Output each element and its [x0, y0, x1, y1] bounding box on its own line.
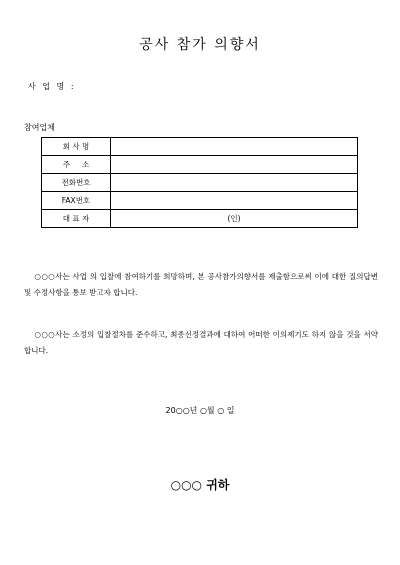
recipient: ○○○ 귀하 — [170, 478, 230, 492]
company-info-table — [41, 137, 358, 228]
table-row — [42, 174, 358, 192]
address-label: 주 소 — [42, 156, 111, 174]
intent-paragraph-text: ○○○사는 사업 의 입찰에 참여하기를 희망하며, 본 공사참가의향서를 제출함으로써 이에 대한 질의답변 및 수정사항을 통보 받고자 합니다. — [24, 272, 378, 297]
participating-company-label: 참여업체 — [24, 123, 55, 132]
representative-label: 대 표 자 — [42, 210, 111, 228]
table-row — [42, 192, 358, 210]
table-row — [42, 210, 358, 228]
pledge-paragraph — [24, 327, 378, 359]
document-title: 공사 참가 의향서 — [139, 37, 261, 53]
intent-paragraph — [24, 269, 378, 301]
phone-value — [111, 174, 358, 192]
pledge-paragraph-text: ○○○사는 소정의 입찰절차를 준수하고, 최종선정결과에 대하여 어떠한 이의제기도 하지 않을 것을 서약합니다. — [24, 330, 378, 355]
representative-seal: (인) — [111, 210, 358, 228]
address-value — [111, 156, 358, 174]
company-name-value — [111, 138, 358, 156]
fax-label: FAX번호 — [42, 192, 111, 210]
document-date: 20○○년 ○월 ○ 일 — [165, 406, 235, 415]
phone-label: 전화번호 — [42, 174, 111, 192]
table-row — [42, 138, 358, 156]
fax-value — [111, 192, 358, 210]
table-row — [42, 156, 358, 174]
company-name-label: 회 사 명 — [42, 138, 111, 156]
business-name-label: 사 업 명 : — [28, 82, 76, 91]
